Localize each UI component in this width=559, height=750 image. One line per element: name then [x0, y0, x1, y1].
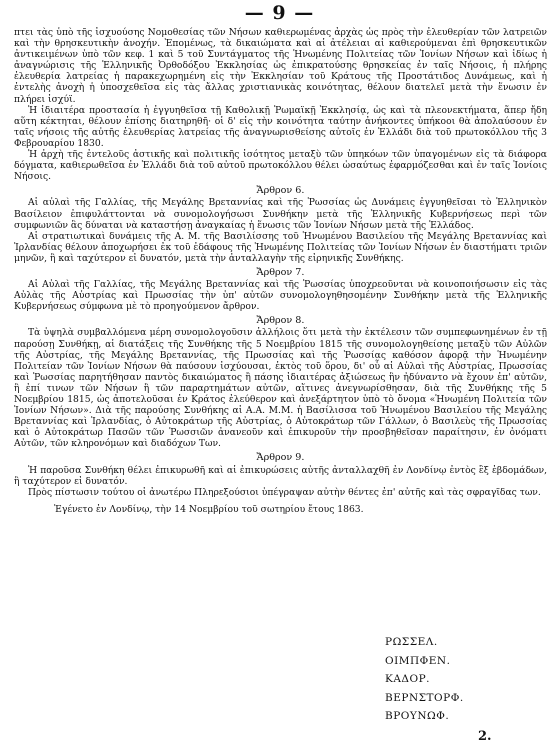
- signature-mark: 2.: [478, 729, 492, 744]
- paragraph: Πρὸς πίστωσιν τούτου οἱ ἀνωτέρω Πληρεξούσιοι ὑπέγραψαν αὐτὴν θέντες ἐπ' αὐτῆς καὶ τὰς σφραγῖδας των.: [28, 486, 541, 498]
- paragraph: Ἡ ἀρχὴ τῆς ἐντελοῦς ἀστικῆς καὶ πολιτικῆς ἰσότητος μεταξὺ τῶν ὑπηκόων τῶν ὑπαγομένων εἰς τὰ διάφορα δόγματα, καθιερωθεῖσα ἐν Ἑλλάδι διὰ τοῦ αὐτοῦ πρωτοκόλλου θέλει ὡσαύτως ἐφαρμόζεσθαι καὶ ἐν ταῖς Ἰονίοις Νήσοις.: [14, 149, 547, 183]
- paragraph: Αἱ αὐλαὶ τῆς Γαλλίας, τῆς Μεγάλης Βρεταννίας καὶ τῆς Ῥωσσίας ὡς Δυνάμεις ἐγγυηθεῖσαι τὸ Ἑλληνικὸν Βασίλειον ἐπιφυλάττονται νὰ συνομολογήσωσι Συνθήκην μετὰ τῆς Ἑλληνικῆς Κυβερνήσεως περὶ τῶν συμφωνιῶν ἃς δύναται νὰ καταστήσῃ ἀναγκαίας ἡ ἕνωσις τῶν Ἰονίων Νήσων μετὰ τῆς Ἑλλάδος.: [14, 197, 547, 231]
- paragraph: Ἡ ἰδιαιτέρα προστασία ἡ ἐγγυηθεῖσα τῇ Καθολικῇ Ῥωμαϊκῇ Ἐκκλησίᾳ, ὡς καὶ τὰ πλεονεκτήματα, ἅπερ ἤδη αὕτη κέκτηται, θέλουν ἐπίσης διατηρηθῆ· οἱ δ' εἰς τὴν κοινότητα ταύτην ἀνήκοντες ὑπήκοοι θὰ ἀπολαύσουν ἐν ταῖς νήσοις τῆς αὐτῆς ἐλευθερίας λατρείας τῆς ἀναγνωρισθείσης αὐτοῖς ἐν Ἑλλάδι διὰ τοῦ πρωτοκόλλου τῆς 3 Φεβρουαρίου 1830.: [14, 104, 547, 149]
- page-number: — 9 —: [244, 2, 315, 24]
- article-heading: Ἄρθρον 8.: [256, 315, 305, 327]
- paragraph: Τὰ ὑψηλὰ συμβαλλόμενα μέρη συνομολογοῦσιν ἀλλήλοις ὅτι μετὰ τὴν ἐκτέλεσιν τῶν συμπεφωνημένων ἐν τῇ παρούσῃ Συνθήκῃ, αἱ διατάξεις τῆς Συνθήκης τῆς 5 Νοεμβρίου 1815 τῆς συνομολογηθείσης μεταξὺ τῶν Αὐλῶν τῆς Αὐστρίας, τῆς Μεγάλης Βρεταννίας, τῆς Πρωσσίας καὶ τῆς Ῥωσσίας καθόσον ἀφορᾷ τὴν Ἡνωμένην Πολιτείαν τῶν Ἰονίων Νήσων θὰ παύσουν ἰσχύουσαι, ἐκτὸς τοῦ ὅρου, δι' οὗ αἱ Αὐλαὶ τῆς Αὐστρίας, Πρωσσίας καὶ Ῥωσσίας παρητήθησαν παντὸς δικαιώματος ἢ πάσης ἰδιαιτέρας ἀξιώσεως ἣν ἠδύναντο νὰ ἔχουν ἐπ' αὐτῶν, ἢ ἐπί τινων τῶν Νήσων ἢ τῶν παραρτημάτων αὐτῶν, αἵτινες ἀνεγνωρίσθησαν, διὰ τῆς Συνθήκης τῆς 5 Νοεμβρίου 1815, ὡς ἀποτελοῦσαι ἐν Κράτος ἐλεύθερον καὶ ἀνεξάρτητον ὑπὸ τὸ ὄνομα «Ἡνωμένη Πολιτεία τῶν Ἰονίων Νήσων». Διὰ τῆς παρούσης Συνθήκης αἱ Α.Α. Μ.Μ. ἡ Βασίλισσα τοῦ Ἡνωμένου Βασιλείου τῆς Μεγάλης Βρεταννίας καὶ Ἰρλανδίας, ὁ Αὐτοκράτωρ τῆς Αὐστρίας, ὁ Αὐτοκράτωρ τῶν Γάλλων, ὁ Βασιλεὺς τῆς Πρωσσίας καὶ ὁ Αὐτοκράτωρ Πασῶν τῶν Ῥωσσιῶν ἀνανεοῦν καὶ ἐπικυροῦν τὴν προσβηθεῖσαν παραίτησιν, ἐν ὀνόματι Αὐτῶν, τῶν κληρονόμων καὶ διαδόχων Των.: [14, 327, 547, 450]
- paragraph: πτει τὰς ὑπὸ τῆς ἰσχυούσης Νομοθεσίας τῶν Νήσων καθιερωμένας ἀρχὰς ὡς πρὸς τὴν ἐλευθερίαν τῶν λατρειῶν καὶ τὴν θρησκευτικὴν ἀνοχήν. Ἐπομένως, τὰ δικαιώματα καὶ αἱ ἀτέλειαι αἱ καθιερούμεναι ἐπὶ θρησκευτικῶν ἀντικειμένων ὑπὸ τῶν κεφ. 1 καὶ 5 τοῦ Συντάγματος τῆς Ἡνωμένης Πολιτείας τῶν Ἰονίων Νήσων καὶ ἰδίως ἡ ἀναγνώρισις τῆς Ἑλληνικῆς Ὀρθοδόξου Ἐκκλησίας ὡς ἐπικρατούσης θρησκείας ἐν ταῖς Νήσοις, ἡ πλήρης ἐλευθερία λατρείας ἡ παρακεχωρημένη εἰς τὴν Ἐκκλησίαν τοῦ Κράτους τῆς Προστάτιδος Δυνάμεως, καὶ ἡ ἐντελὴς ἀνοχὴ ἡ ὑποσχεθεῖσα εἰς τὰς ἄλλας χριστιανικὰς κοινότητας, θέλουν διατελεῖ μετὰ τὴν ἕνωσιν ἐν πλήρει ἰσχύϊ.: [14, 27, 547, 105]
- paragraph: Ἡ παροῦσα Συνθήκη θέλει ἐπικυρωθῆ καὶ αἱ ἐπικυρώσεις αὐτῆς ἀνταλλαχθῆ ἐν Λονδίνῳ ἐντὸς ἓξ ἑβδομάδων, ἢ ταχύτερον εἰ δυνατόν.: [14, 464, 547, 487]
- paragraph: Αἱ στρατιωτικαὶ δυνάμεις τῆς Α. Μ. τῆς Βασιλίσσης τοῦ Ἡνωμένου Βασιλείου τῆς Μεγάλης Βρεταννίας καὶ Ἰρλανδίας θέλουν ἀποχωρήσει ἐκ τοῦ ἐδάφους τῆς Ἡνωμένης Πολιτείας τῶν Ἰονίων Νήσων ἐν διαστήματι τριῶν μηνῶν, ἢ καὶ ταχύτερον εἰ δυνατόν, μετὰ τὴν ἀνταλλαγὴν τῆς εἰρηνικῆς Συνθήκης.: [14, 230, 547, 264]
- signatory-name: ΒΕΡΝΣΤΟΡΦ.: [385, 691, 464, 704]
- signature-block: [385, 633, 464, 726]
- signatory-name: ΚΑΔΟΡ.: [385, 673, 431, 685]
- article-heading: Ἄρθρον 6.: [256, 185, 305, 197]
- date-line: Ἐγένετο ἐν Λονδίνῳ, τὴν 14 Νοεμβρίου τοῦ σωτηρίου ἔτους 1863.: [54, 503, 364, 515]
- signatory-name: ΒΡΟΥΝΩΦ.: [385, 710, 450, 722]
- signatory-name: ΡΩΣΣΕΛ.: [385, 636, 438, 648]
- signatory-name: ΟΙΜΠΦΕΝ.: [385, 654, 451, 667]
- article-heading: Ἄρθρον 7.: [256, 266, 305, 278]
- article-heading: Ἄρθρον 9.: [256, 452, 305, 464]
- document-body: [14, 27, 547, 515]
- paragraph: Αἱ Αὐλαὶ τῆς Γαλλίας, τῆς Μεγάλης Βρεταννίας καὶ τῆς Ῥωσσίας ὑποχρεοῦνται νὰ κοινοποιήσωσιν εἰς τὰς Αὐλὰς τῆς Αὐστρίας καὶ Πρωσσίας τὴν ὑπ' αὐτῶν συνομολογηθησομένην Συνθήκην μετὰ τῆς Ἑλληνικῆς Κυβερνήσεως σύμφωνα μὲ τὸ προηγούμενον ἄρθρον.: [14, 279, 547, 313]
